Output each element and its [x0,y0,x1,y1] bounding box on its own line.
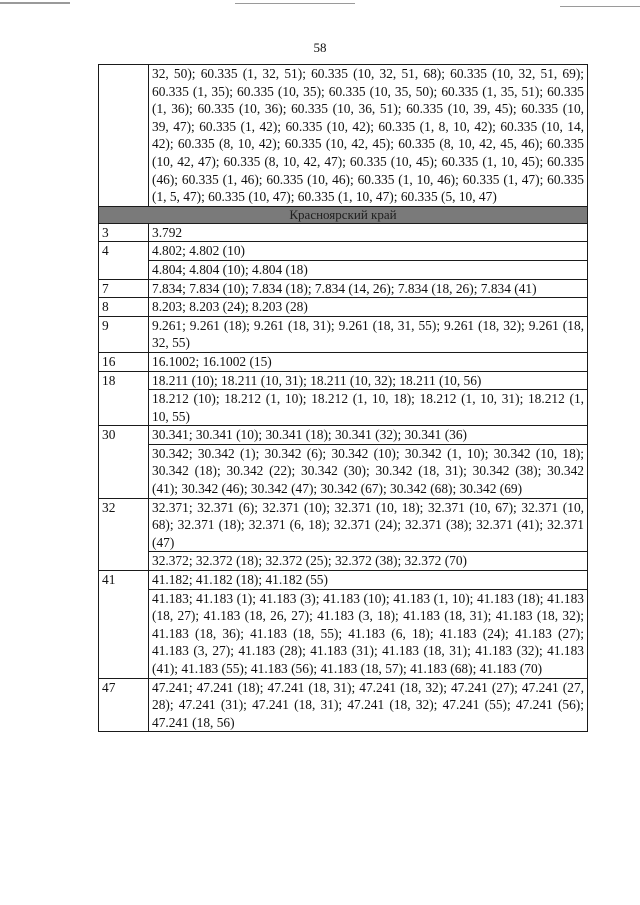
scan-artifact-left [0,2,70,4]
table-row [99,260,588,279]
table-body [99,65,588,732]
values-cell: 7.834; 7.834 (10); 7.834 (18); 7.834 (14, 26); 7.834 (18, 26); 7.834 (41) [149,279,588,298]
code-cell: 16 [99,352,149,371]
table-row [99,498,588,552]
values-cell: 30.341; 30.341 (10); 30.341 (18); 30.341 (32); 30.341 (36) [149,426,588,445]
values-cell: 32, 50); 60.335 (1, 32, 51); 60.335 (10, 32, 51, 68); 60.335 (10, 32, 51, 69); 60.335 (1, 35); 60.335 (10, 35); 60.335 (10, 35, 50); 60.335 (1, 35, 51); 60.335 (1, 36); 60.335 (10, 36); 60.335 (10, 36, 51); 60.335 (10, 39, 45); 60.335 (10, 39, 47); 60.335 (1, 42); 60.335 (10, 42); 60.335 (1, 8, 10, 42); 60.335 (10, 14, 42); 60.335 (8, 10, 42); 60.335 (10, 42, 45); 60.335 (8, 10, 42, 45, 46); 60.335 (10, 42, 47); 60.335 (8, 10, 42, 47); 60.335 (10, 45); 60.335 (1, 10, 45); 60.335 (46); 60.335 (1, 46); 60.335 (10, 46); 60.335 (1, 10, 46); 60.335 (1, 47); 60.335 (1, 5, 47); 60.335 (10, 47); 60.335 (1, 10, 47); 60.335 (5, 10, 47) [149,65,588,207]
code-cell-empty [99,65,149,207]
table-row [99,352,588,371]
table-row [99,279,588,298]
values-cell: 47.241; 47.241 (18); 47.241 (18, 31); 47.241 (18, 32); 47.241 (27); 47.241 (27, 28); 47.241 (31); 47.241 (18, 31); 47.241 (18, 32); 47.241 (55); 47.241 (56); 47.241 (18, 56) [149,678,588,732]
values-cell: 41.183; 41.183 (1); 41.183 (3); 41.183 (10); 41.183 (1, 10); 41.183 (18); 41.183 (18, 27); 41.183 (18, 26, 27); 41.183 (3, 18); 41.183 (18, 31); 41.183 (18, 32); 41.183 (18, 36); 41.183 (18, 55); 41.183 (6, 18); 41.183 (24); 41.183 (27); 41.183 (3, 27); 41.183 (28); 41.183 (31); 41.183 (18, 31); 41.183 (32); 41.183 (41); 41.183 (55); 41.183 (56); 41.183 (18, 57); 41.183 (68); 41.183 (70) [149,589,588,678]
table-row [99,390,588,426]
scan-artifact-right [560,6,640,7]
values-cell: 41.182; 41.182 (18); 41.182 (55) [149,571,588,590]
code-cell: 3 [99,223,149,242]
code-cell: 47 [99,678,149,732]
code-cell: 18 [99,371,149,426]
section-title: Красноярский край [99,206,588,223]
code-table [98,64,588,732]
table-row [99,426,588,445]
values-cell: 4.804; 4.804 (10); 4.804 (18) [149,260,588,279]
values-cell: 32.371; 32.371 (6); 32.371 (10); 32.371 (10, 18); 32.371 (10, 67); 32.371 (10, 68); 32.371 (18); 32.371 (6, 18); 32.371 (24); 32.371 (38); 32.371 (41); 32.371 (47) [149,498,588,552]
code-cell: 4 [99,242,149,279]
scan-artifact-center [235,3,355,4]
code-cell: 8 [99,298,149,317]
table-row [99,444,588,498]
table-row [99,589,588,678]
values-cell: 18.212 (10); 18.212 (1, 10); 18.212 (1, 10, 18); 18.212 (1, 10, 31); 18.212 (1, 10, 55) [149,390,588,426]
code-cell: 32 [99,498,149,570]
table-row [99,316,588,352]
values-cell: 16.1002; 16.1002 (15) [149,352,588,371]
table-row [99,678,588,732]
table-row [99,571,588,590]
table-row [99,223,588,242]
values-cell: 18.211 (10); 18.211 (10, 31); 18.211 (10, 32); 18.211 (10, 56) [149,371,588,390]
code-cell: 7 [99,279,149,298]
code-cell: 30 [99,426,149,498]
values-cell: 8.203; 8.203 (24); 8.203 (28) [149,298,588,317]
code-cell: 41 [99,571,149,679]
values-cell: 30.342; 30.342 (1); 30.342 (6); 30.342 (10); 30.342 (1, 10); 30.342 (10, 18); 30.342 (18); 30.342 (22); 30.342 (30); 30.342 (18, 31); 30.342 (38); 30.342 (41); 30.342 (46); 30.342 (47); 30.342 (67); 30.342 (68); 30.342 (69) [149,444,588,498]
table-row [99,65,588,207]
values-cell: 9.261; 9.261 (18); 9.261 (18, 31); 9.261 (18, 31, 55); 9.261 (18, 32); 9.261 (18, 32, 55) [149,316,588,352]
code-cell: 9 [99,316,149,352]
section-header-row [99,206,588,223]
table-row [99,552,588,571]
page-number: 58 [313,40,327,55]
values-cell: 4.802; 4.802 (10) [149,242,588,261]
table-row [99,242,588,261]
table-row [99,298,588,317]
values-cell: 32.372; 32.372 (18); 32.372 (25); 32.372 (38); 32.372 (70) [149,552,588,571]
values-cell: 3.792 [149,223,588,242]
table-row [99,371,588,390]
